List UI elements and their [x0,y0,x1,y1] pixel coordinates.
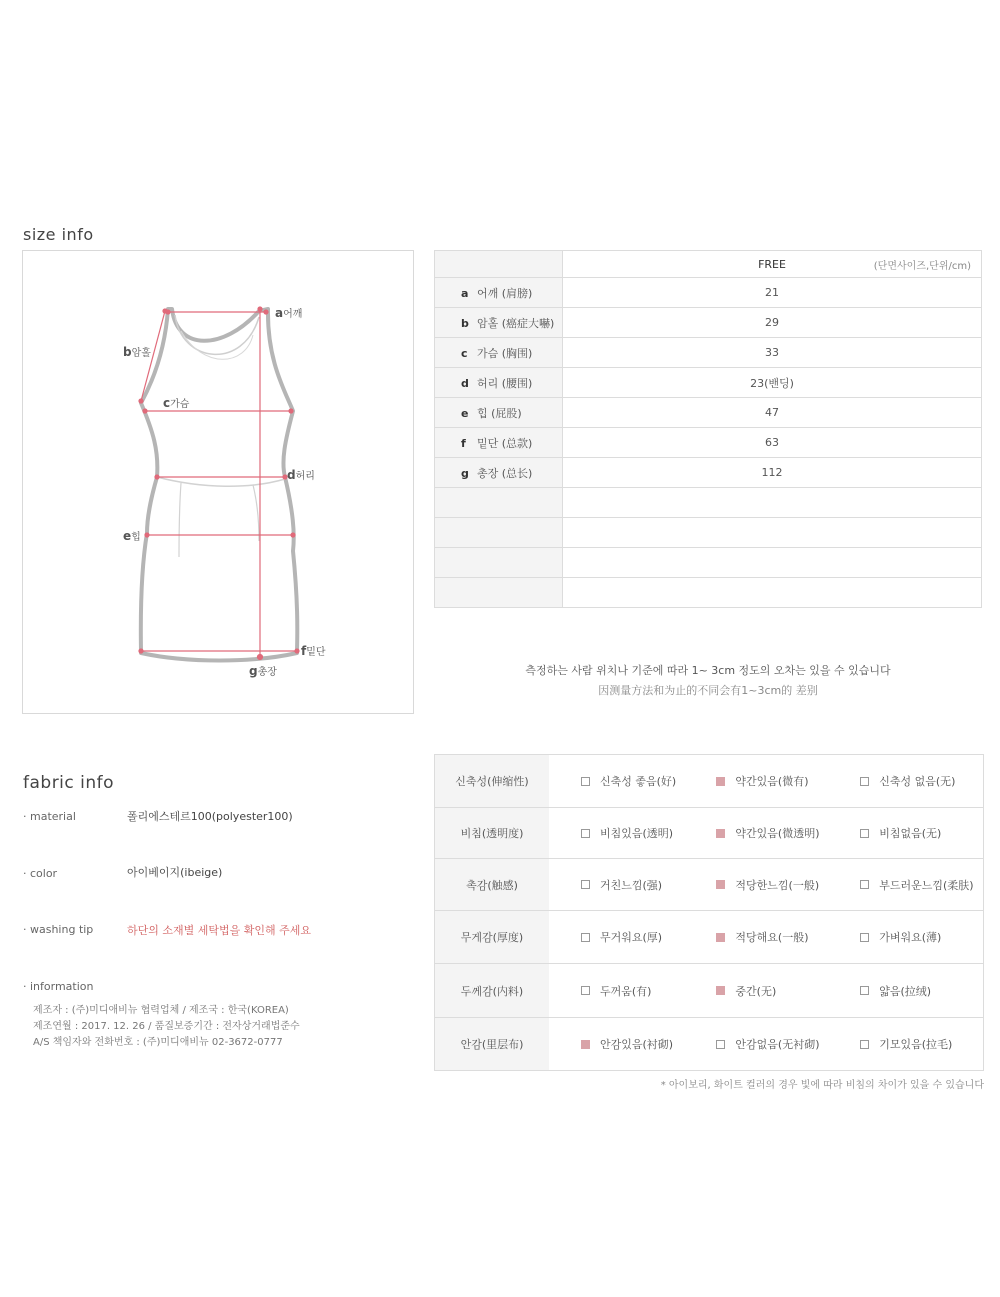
fabric-row [435,964,984,1018]
size-row [435,278,982,308]
checked-box-icon [716,986,725,995]
size-row-empty [435,578,982,608]
label-f: f밑단 [301,644,326,658]
size-table [434,250,982,608]
fabric-option [684,808,828,859]
fabric-option [684,964,828,1018]
size-table-corner [435,251,563,278]
fabric-note: * 아이보리, 화이트 컬러의 경우 빛에 따라 비침의 차이가 있을 수 있습니다 [660,1080,984,1091]
label-d: d허리 [287,468,315,482]
label-a: a어깨 [275,306,303,320]
unchecked-box-icon [581,777,590,786]
fabric-row [435,911,984,964]
fabric-option [549,808,684,859]
size-row [435,368,982,398]
size-header-cell [563,251,982,278]
dress-outline [141,309,298,661]
size-row-value: 29 [563,308,982,338]
information-line: 제조자 : (주)미디애비뉴 협력업체 / 제조국 : 한국(KOREA) [33,1005,289,1016]
fabric-option [549,1018,684,1071]
fabric-option-label: 무거워요(厚) [600,931,663,944]
size-info-title: size info [23,225,94,244]
checked-box-icon [716,933,725,942]
fabric-option-label: 비침있음(透明) [600,827,674,840]
fabric-option-label: 신축성 좋음(好) [600,775,677,788]
unchecked-box-icon [860,829,869,838]
fabric-option-label: 신축성 없음(无) [879,775,956,788]
unchecked-box-icon [581,986,590,995]
unchecked-box-icon [860,933,869,942]
fabric-row-label: 무게감(厚度) [435,911,550,964]
fabric-option [684,859,828,911]
fabric-option-label: 얇음(拉绒) [879,984,932,998]
unchecked-box-icon [581,829,590,838]
size-row [435,338,982,368]
fabric-info-title: fabric info [23,773,115,793]
unchecked-box-icon [581,933,590,942]
size-header: FREE [758,257,786,271]
unchecked-box-icon [860,1040,869,1049]
material-value: 폴리에스테르100(polyester100) [127,810,293,823]
color-label: · color [23,867,58,880]
size-row-label: g 총장 (总长) [435,458,563,488]
fabric-row [435,808,984,859]
measurement-note-cn: 因测量方法和为止的不同会有1~3cm的 差别 [598,684,818,697]
fabric-option [828,964,983,1018]
size-table-header [435,251,982,278]
fabric-option [684,755,828,808]
size-row-value: 63 [563,428,982,458]
washing-tip-value: 하단의 소재별 세탁법을 확인해 주세요 [127,924,312,937]
fabric-option [684,911,828,964]
color-value: 아이베이지(ibeige) [127,866,223,879]
unchecked-box-icon [860,880,869,889]
washing-tip-label: · washing tip [23,923,94,936]
unchecked-box-icon [716,1040,725,1049]
size-row-label: f 밑단 (总款) [435,428,563,458]
fabric-option [549,859,684,911]
fabric-row-label: 촉감(触感) [435,859,550,911]
fabric-option [684,1018,828,1071]
information-label: · information [23,980,94,993]
fabric-row [435,755,984,808]
checked-box-icon [716,777,725,786]
checked-box-icon [716,829,725,838]
fabric-option [549,755,684,808]
fabric-option-label: 적당한느낌(一般) [735,878,820,892]
size-row [435,428,982,458]
fabric-option-label: 약간있음(微透明) [735,827,820,840]
label-b: b암홀 [123,345,151,359]
fabric-option [549,964,684,1018]
fabric-option-label: 비침없음(无) [879,827,942,840]
material-label: · material [23,810,76,823]
fabric-option-label: 적당해요(一般) [735,931,809,944]
size-row-value: 23(밴딩) [563,368,982,398]
size-row-label: b 암홀 (癌症大嚇) [435,308,563,338]
fabric-option-label: 기모있음(拉毛) [879,1038,953,1051]
garment-diagram [22,250,414,714]
unchecked-box-icon [860,986,869,995]
waist-seam [157,477,285,486]
fabric-row-label: 비침(透明度) [435,808,550,859]
size-row [435,308,982,338]
size-row-value: 33 [563,338,982,368]
label-g: g총장 [249,664,277,678]
size-row-label: c 가슴 (胸围) [435,338,563,368]
fabric-option [549,911,684,964]
unchecked-box-icon [581,880,590,889]
unchecked-box-icon [860,777,869,786]
size-row-value: 112 [563,458,982,488]
fabric-option [828,808,983,859]
size-row-empty [435,488,982,518]
measurement-note-ko: 측정하는 사람 위치나 기준에 따라 1~ 3cm 정도의 오차는 있을 수 있습니다 [525,664,891,677]
label-e: e힙 [123,529,141,543]
fabric-option-label: 안감있음(衬砌) [600,1038,674,1051]
size-row-empty [435,518,982,548]
unit-note: (단면사이즈,단위/cm) [873,261,971,272]
fabric-option [828,911,983,964]
information-line: A/S 책임자와 전화번호 : (주)미디애비뉴 02-3672-0777 [33,1037,283,1048]
fabric-option-label: 중간(无) [735,984,777,998]
size-row-empty [435,548,982,578]
fabric-option-label: 가벼워요(薄) [879,931,942,944]
fabric-row-label: 안감(里层布) [435,1018,550,1071]
fabric-option [828,859,983,911]
skirt-fold-right [253,485,259,541]
label-c: c가슴 [163,396,190,410]
fabric-option-label: 약간있음(微有) [735,775,809,788]
fabric-option-label: 안감없음(无衬砌) [735,1038,820,1051]
size-row-value: 47 [563,398,982,428]
dress-diagram [23,251,415,715]
fabric-option [828,755,983,808]
fabric-option-label: 거친느낌(强) [600,878,663,892]
fabric-option [828,1018,983,1071]
fabric-option-label: 부드러운느낌(柔肤) [879,878,974,892]
fabric-row-label: 두께감(内料) [435,964,550,1018]
fabric-row [435,1018,984,1071]
fabric-row [435,859,984,911]
fabric-option-label: 두꺼움(有) [600,984,652,998]
checked-box-icon [581,1040,590,1049]
size-row [435,398,982,428]
size-row-label: d 허리 (腰围) [435,368,563,398]
fabric-table [434,754,984,1071]
size-row [435,458,982,488]
information-line: 제조연월 : 2017. 12. 26 / 품질보증기간 : 전자상거래법준수 [33,1021,300,1032]
size-row-label: a 어깨 (肩膀) [435,278,563,308]
size-row-value: 21 [563,278,982,308]
checked-box-icon [716,880,725,889]
skirt-fold-left [179,483,181,557]
size-row-label: e 힙 (屁股) [435,398,563,428]
fabric-row-label: 신축성(伸缩性) [435,755,550,808]
